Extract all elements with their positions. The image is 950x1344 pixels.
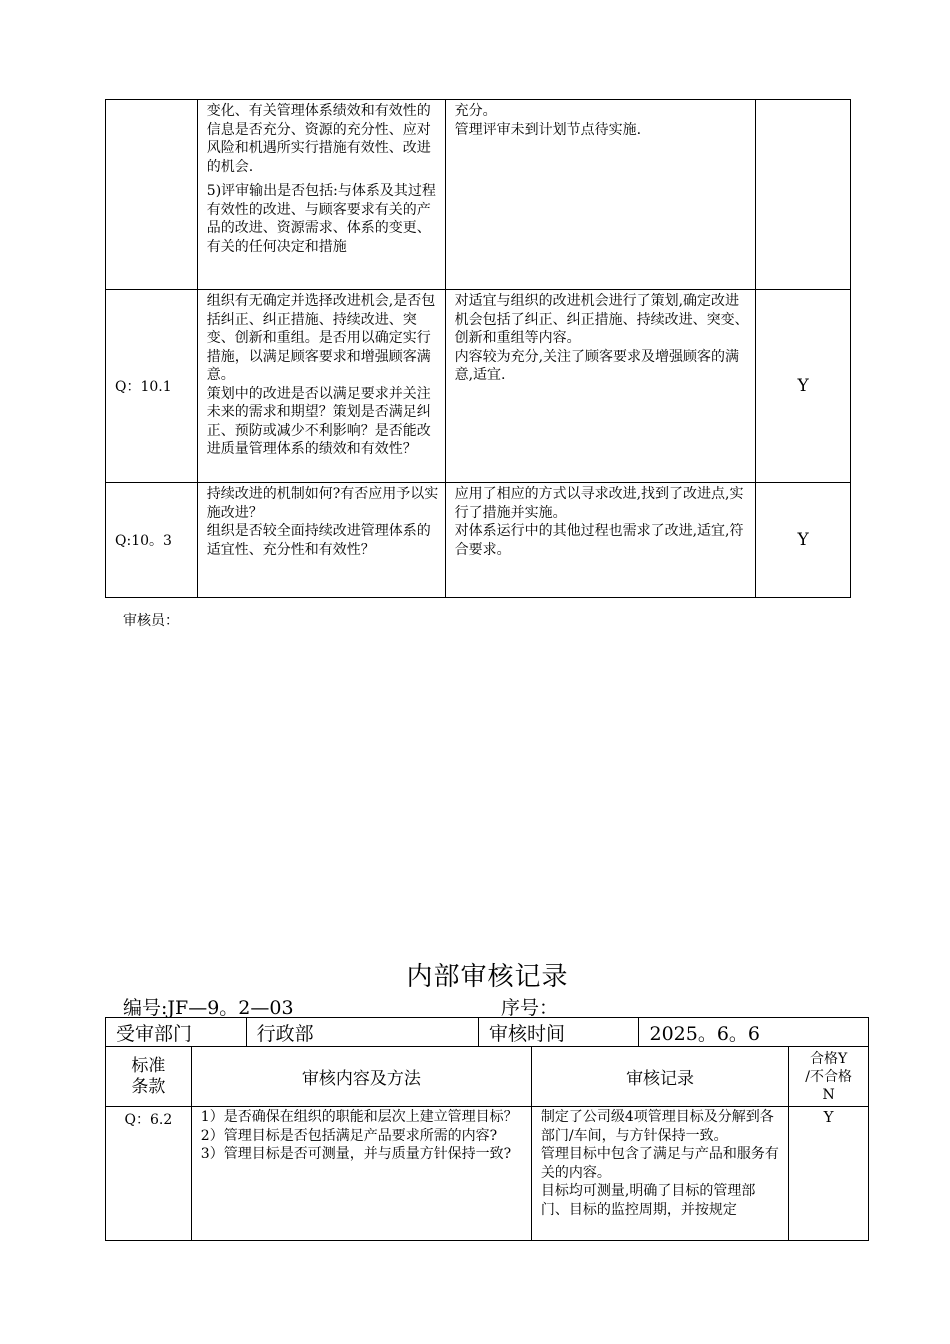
content-header: 审核内容及方法 xyxy=(191,1047,531,1107)
content-cell xyxy=(197,290,445,483)
dept-label: 受审部门 xyxy=(106,1018,247,1047)
clause-cell: Q：6.2 xyxy=(106,1107,192,1241)
record-paragraph: 目标均可测量,明确了目标的管理部门、目标的监控周期，并按规定 xyxy=(540,1183,756,1218)
record-paragraph: 管理目标中包含了满足与产品和服务有关的内容。 xyxy=(540,1146,779,1181)
record-paragraph: 充分。 xyxy=(454,103,497,119)
content-cell xyxy=(191,1107,531,1241)
header-row xyxy=(106,1047,869,1107)
record-title: 内部审核记录 xyxy=(406,962,569,992)
record-cell xyxy=(445,483,756,598)
document-code: 编号:JF—9。2—03 xyxy=(123,997,294,1019)
result-cell: Y xyxy=(756,483,851,598)
clause-header xyxy=(106,1047,192,1107)
clause-cell: Q:10。3 xyxy=(106,483,198,598)
audit-record-table xyxy=(105,1017,869,1047)
record-paragraph: 制定了公司级4项管理目标及分解到各部门/车间，与方针保持一致。 xyxy=(540,1109,774,1144)
content-paragraph: 策划中的改进是否以满足要求并关注未来的需求和期望？策划是否满足纠正、预防或减少不利影响？是否能改进质量管理体系的绩效和有效性？ xyxy=(206,385,431,457)
content-cell xyxy=(197,100,445,290)
clause-cell: Q：10.1 xyxy=(106,290,198,483)
qualified-header-line: 合格Y xyxy=(810,1050,848,1067)
record-header: 审核记录 xyxy=(531,1047,788,1107)
sequence-label: 序号： xyxy=(501,997,559,1019)
table-row xyxy=(106,1107,869,1241)
content-paragraph: 5)评审输出是否包括:与体系及其过程有效性的改进、与顾客要求有关的产品的改进、资源需求、体系的变更、有关的任何决定和措施 xyxy=(206,183,436,255)
qualified-header xyxy=(789,1047,869,1107)
record-paragraph: 应用了相应的方式以寻求改进,找到了改进点,实行了措施并实施。 xyxy=(454,486,744,521)
content-paragraph: 持续改进的机制如何?有否应用予以实施改进？ xyxy=(206,486,439,521)
record-paragraph: 内容较为充分,关注了顾客要求及增强顾客的满意,适宜. xyxy=(454,348,740,383)
table-row xyxy=(106,483,851,598)
time-value: 2025。6。6 xyxy=(639,1018,869,1047)
dept-value: 行政部 xyxy=(246,1018,478,1047)
department-row xyxy=(106,1018,869,1047)
result-cell xyxy=(756,100,851,290)
content-paragraph: 3）管理目标是否可测量，并与质量方针保持一致? xyxy=(200,1146,512,1162)
content-cell xyxy=(197,483,445,598)
clause-header-line: 条款 xyxy=(131,1076,166,1097)
qualified-header-line: N xyxy=(822,1086,835,1103)
content-paragraph: 变化、有关管理体系绩效和有效性的信息是否充分、资源的充分性、应对风险和机遇所实行措施有效性、改进的机会. xyxy=(206,103,431,175)
content-paragraph: 组织是否较全面持续改进管理体系的适宜性、充分性和有效性？ xyxy=(206,523,431,558)
record-cell xyxy=(445,290,756,483)
clause-cell xyxy=(106,100,198,290)
clause-header-line: 标准 xyxy=(131,1055,166,1076)
record-cell xyxy=(531,1107,788,1241)
table-row xyxy=(106,290,851,483)
qualified-header-line: /不合格 xyxy=(805,1068,852,1085)
record-paragraph: 管理评审未到计划节点待实施. xyxy=(454,121,642,138)
content-paragraph: 2）管理目标是否包括满足产品要求所需的内容? xyxy=(200,1127,498,1144)
audit-table-continued xyxy=(105,99,851,598)
time-label: 审核时间 xyxy=(478,1018,639,1047)
result-cell: Y xyxy=(756,290,851,483)
result-cell: Y xyxy=(789,1107,869,1241)
content-paragraph: 1）是否确保在组织的职能和层次上建立管理目标？ xyxy=(200,1109,518,1125)
table-row xyxy=(106,100,851,290)
record-paragraph: 对适宜与组织的改进机会进行了策划,确定改进机会包括了纠正、纠正措施、持续改进、突变、创新和重组等内容。 xyxy=(454,293,749,346)
auditor-label: 审核员： xyxy=(123,613,179,629)
record-cell xyxy=(445,100,756,290)
record-paragraph: 对体系运行中的其他过程也需求了改进,适宜,符合要求。 xyxy=(454,523,744,558)
content-paragraph: 组织有无确定并选择改进机会,是否包括纠正、纠正措施、持续改进、突变、创新和重组。是否用以确定实行措施，以满足顾客要求和增强顾客满意。 xyxy=(206,293,436,383)
audit-detail-table xyxy=(105,1046,869,1241)
